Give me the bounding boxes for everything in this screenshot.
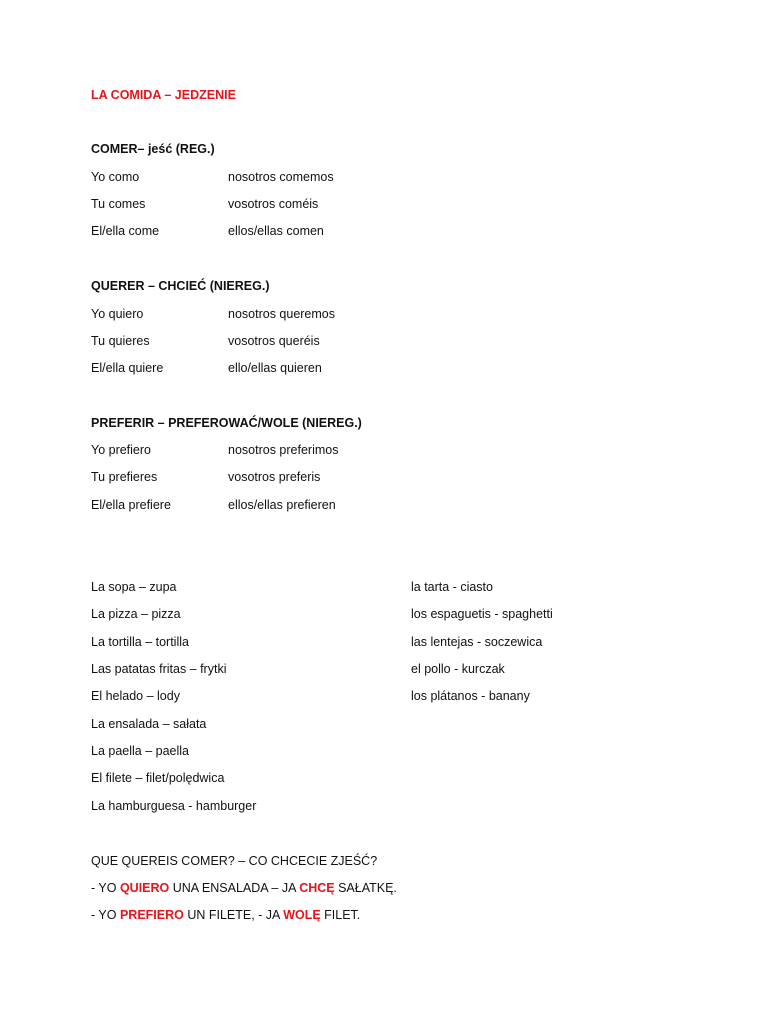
conjugation-plural: vosotros preferis: [228, 470, 321, 484]
example-text: SAŁATKĘ.: [334, 881, 397, 895]
vocab-item: El filete – filet/polędwica: [91, 771, 225, 785]
conjugation-singular: El/ella prefiere: [91, 498, 171, 512]
conjugation-singular: El/ella come: [91, 224, 160, 238]
verb-header: COMER– jeść (REG.): [91, 142, 215, 156]
vocab-item: La sopa – zupa: [91, 580, 177, 594]
conjugation-plural: vosotros coméis: [228, 197, 319, 211]
conjugation-plural: nosotros comemos: [228, 170, 334, 184]
highlight-verb: PREFIERO: [119, 908, 184, 922]
verb-header: QUERER – CHCIEĆ (NIEREG.): [91, 279, 270, 293]
highlight-verb: CHCĘ: [299, 881, 335, 895]
conjugation-plural: nosotros queremos: [228, 307, 336, 321]
highlight-verb: WOLĘ: [283, 908, 321, 922]
conjugation-plural: ellos/ellas prefieren: [228, 498, 336, 512]
example-text: UN FILETE, - JA: [183, 908, 284, 922]
verb-header: PREFERIR – PREFEROWAĆ/WOLE (NIEREG.): [91, 416, 362, 430]
vocab-item: La pizza – pizza: [91, 607, 181, 621]
conjugation-singular: Tu comes: [91, 197, 146, 211]
vocab-item: los espaguetis - spaghetti: [411, 607, 553, 621]
highlight-verb: QUIERO: [119, 881, 170, 895]
conjugation-singular: Yo prefiero: [91, 443, 151, 457]
vocab-item: La tortilla – tortilla: [91, 635, 189, 649]
vocab-item: El helado – lody: [91, 689, 180, 703]
example-text: - YO: [91, 908, 120, 922]
conjugation-plural: ello/ellas quieren: [228, 361, 322, 375]
example-text: FILET.: [320, 908, 361, 922]
example-text: - YO: [91, 881, 120, 895]
question-line: QUE QUEREIS COMER? – CO CHCECIE ZJEŚĆ?: [91, 854, 378, 868]
vocab-item: La ensalada – sałata: [91, 717, 207, 731]
page-title: LA COMIDA – JEDZENIE: [91, 88, 236, 102]
vocab-item: las lentejas - soczewica: [411, 635, 543, 649]
vocab-item: La hamburguesa - hamburger: [91, 799, 257, 813]
example-sentence: [91, 880, 397, 896]
vocab-item: La paella – paella: [91, 744, 189, 758]
conjugation-singular: Yo como: [91, 170, 140, 184]
conjugation-plural: vosotros queréis: [228, 334, 320, 348]
conjugation-singular: El/ella quiere: [91, 361, 164, 375]
vocab-item: Las patatas fritas – frytki: [91, 662, 227, 676]
vocab-item: el pollo - kurczak: [411, 662, 505, 676]
conjugation-singular: Yo quiero: [91, 307, 144, 321]
vocab-item: los plátanos - banany: [411, 689, 530, 703]
conjugation-plural: nosotros preferimos: [228, 443, 339, 457]
conjugation-singular: Tu quieres: [91, 334, 150, 348]
conjugation-plural: ellos/ellas comen: [228, 224, 324, 238]
example-sentence: [91, 907, 360, 923]
vocab-item: la tarta - ciasto: [411, 580, 493, 594]
conjugation-singular: Tu prefieres: [91, 470, 158, 484]
example-text: UNA ENSALADA – JA: [169, 881, 300, 895]
